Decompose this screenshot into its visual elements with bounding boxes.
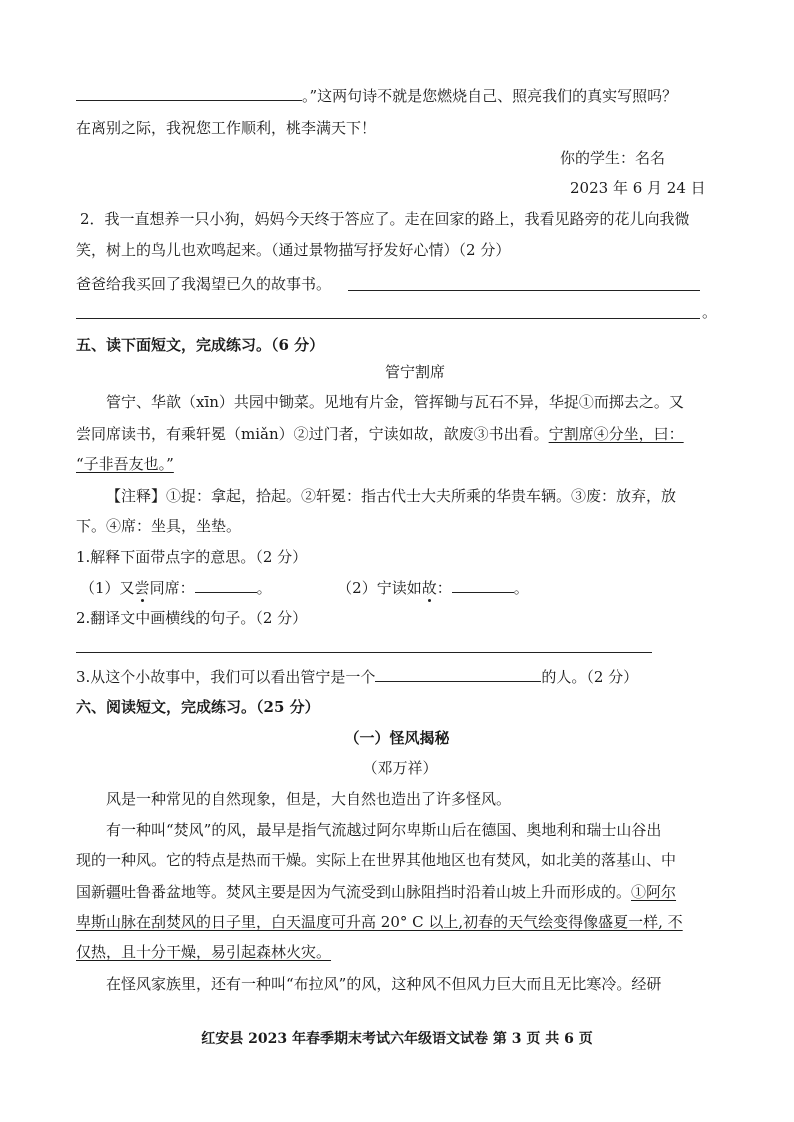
article-para-2-line-4: 卑斯山脉在刮焚风的日子里，白天温度可升高 20° C 以上,初春的天气绘变得像盛夏一样, 不 bbox=[76, 913, 683, 931]
passage-line-2: 尝同席读书，有乘轩冕（miǎn）②过门者，宁读如故，歆废③书出看。宁割席④分坐，曰： bbox=[76, 425, 684, 443]
passage-line-3 bbox=[76, 454, 720, 474]
article-para-2-line-3: 国新疆吐鲁番盆地等。焚风主要是因为气流受到山脉阻挡时沿着山坡上升而形成的。①阿尔 bbox=[76, 883, 677, 901]
answer-blank-1[interactable] bbox=[195, 578, 257, 593]
letter-line-2: 在离别之际，我祝您工作顺利，桃李满天下！ bbox=[76, 119, 377, 137]
note-line-2: 下。④席：坐具，坐垫。 bbox=[76, 517, 242, 535]
section6-author: （邓万祥） bbox=[362, 759, 438, 777]
letter-line-1: 。”这两句诗不就是您燃烧自己、照亮我们的真实写照吗？ bbox=[76, 86, 720, 106]
underlined-sentence: 宁割席④分坐，曰： bbox=[548, 425, 684, 443]
underlined-sentence: ①阿尔 bbox=[631, 883, 677, 901]
passage-line-1: 管宁、华歆（xīn）共园中锄菜。见地有片金，管挥锄与瓦石不异，华捉①而掷去之。又 bbox=[106, 393, 684, 411]
s5-question-1: 1.解释下面带点字的意思。（2 分） bbox=[76, 548, 308, 566]
q2-answer-blank-1[interactable] bbox=[348, 290, 700, 291]
section5-title: 管宁割席 bbox=[384, 363, 445, 381]
section6-heading: 六、阅读短文，完成练习。（25 分） bbox=[76, 698, 320, 716]
answer-blank-3[interactable] bbox=[375, 667, 541, 682]
q2-answer-blank-2[interactable] bbox=[76, 318, 700, 319]
q2-end-mark: 。 bbox=[702, 303, 718, 321]
answer-blank-2[interactable] bbox=[452, 578, 514, 593]
letter-date: 2023 年 6 月 24 日 bbox=[570, 179, 706, 197]
answer-blank[interactable] bbox=[76, 86, 302, 101]
s5-question-1-items: （1）又尝同席： 。 （2）宁读如故： 。 bbox=[80, 579, 529, 597]
q2-prompt-line: 爸爸给我买回了我渴望已久的故事书。 bbox=[76, 275, 332, 293]
s5-question-2: 2.翻译文中画横线的句子。（2 分） bbox=[76, 609, 308, 627]
note-line-1: 【注释】①捉：拿起，拾起。②轩冕：指古代士大夫所乘的华贵车辆。③废：放弃，放 bbox=[106, 487, 677, 505]
section5-heading: 五、读下面短文，完成练习。（6 分） bbox=[76, 336, 325, 354]
section6-title: （一）怪风揭秘 bbox=[344, 729, 450, 747]
article-para-1: 风是一种常见的自然现象，但是，大自然也造出了许多怪风。 bbox=[106, 790, 512, 808]
q2-text-1: 2．我一直想养一只小狗，妈妈今天终于答应了。走在回家的路上，我看见路旁的花儿向我微 bbox=[80, 210, 690, 228]
dotted-char: 尝 bbox=[134, 579, 150, 597]
article-para-2-line-5: 仅热，且十分干燥，易引起森林火灾。 bbox=[76, 943, 332, 961]
translation-answer-line[interactable] bbox=[76, 652, 652, 653]
q2-text-2: 笑，树上的鸟儿也欢鸣起来。（通过景物描写抒发好心情）（2 分） bbox=[76, 241, 511, 259]
underlined-sentence-end: “子非吾友也。” bbox=[76, 455, 174, 473]
letter-signature: 你的学生：名名 bbox=[560, 149, 666, 167]
page-footer: 红安县 2023 年春季期末考试六年级语文试卷 第 3 页 共 6 页 bbox=[201, 1031, 593, 1047]
s5-question-3: 3.从这个小故事中，我们可以看出管宁是一个 的人。（2 分） bbox=[76, 668, 639, 686]
article-para-2-line-1: 有一种叫“焚风”的风，最早是指气流越过阿尔卑斯山后在德国、奥地利和瑞士山谷出 bbox=[106, 821, 662, 839]
dotted-char: 故 bbox=[421, 579, 437, 597]
article-para-3: 在怪风家族里，还有一种叫“布拉风”的风，这种风不但风力巨大而且无比寒冷。经研 bbox=[106, 975, 662, 993]
article-para-2-line-2: 现的一种风。它的特点是热而干燥。实际上在世界其他地区也有焚风，如北美的落基山、中 bbox=[76, 851, 677, 869]
